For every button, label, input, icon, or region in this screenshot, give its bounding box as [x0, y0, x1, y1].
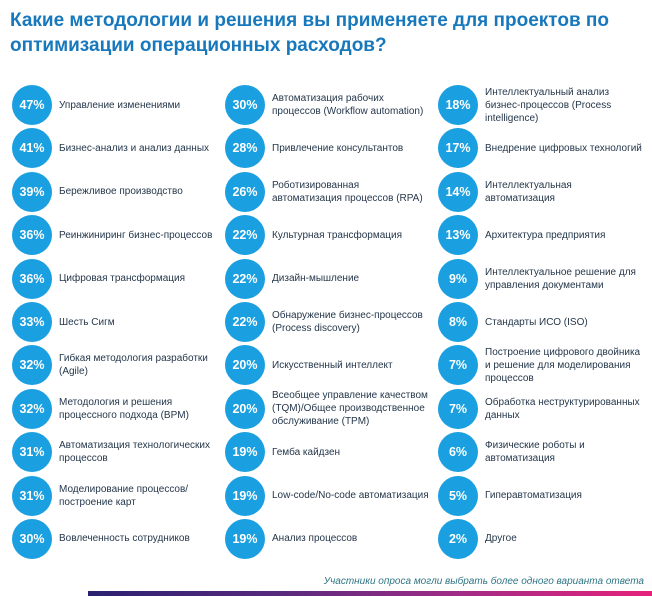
percent-bubble: 14%	[438, 172, 478, 212]
percent-bubble: 7%	[438, 345, 478, 385]
percent-bubble: 9%	[438, 259, 478, 299]
survey-item	[438, 387, 651, 430]
survey-item	[12, 431, 225, 474]
item-label: Привлечение консультантов	[272, 142, 404, 154]
survey-item	[12, 257, 225, 300]
percent-bubble: 13%	[438, 215, 478, 255]
percent-bubble: 36%	[12, 215, 52, 255]
percent-bubble: 30%	[12, 519, 52, 559]
survey-item	[12, 300, 225, 343]
survey-item	[225, 300, 438, 343]
item-label: Роботизированная автоматизация процессов (RPA)	[272, 179, 423, 204]
survey-item	[225, 127, 438, 170]
survey-item	[438, 474, 651, 517]
percent-bubble: 5%	[438, 476, 478, 516]
survey-item	[12, 474, 225, 517]
item-label: Искусственный интеллект	[272, 359, 393, 371]
survey-item	[225, 517, 438, 560]
percent-bubble: 31%	[12, 432, 52, 472]
percent-bubble: 6%	[438, 432, 478, 472]
percent-bubble: 32%	[12, 389, 52, 429]
chart-column	[12, 83, 225, 560]
percent-bubble: 32%	[12, 345, 52, 385]
percent-bubble: 39%	[12, 172, 52, 212]
item-label: Гиперавтоматизация	[485, 490, 582, 502]
footnote: Участники опроса могли выбрать более одного варианта ответа	[323, 576, 644, 587]
percent-bubble: 19%	[225, 519, 265, 559]
item-label: Гибкая методология разработки (Agile)	[59, 353, 208, 378]
item-label: Физические роботы и автоматизация	[485, 440, 585, 465]
item-label: Моделирование процессов/ построение карт	[59, 483, 189, 508]
item-label: Всеобщее управление качеством (TQM)/Общее производственное обслуживание (TPM)	[272, 390, 428, 428]
chart-column	[225, 83, 438, 560]
percent-bubble: 36%	[12, 259, 52, 299]
item-label: Дизайн-мышление	[272, 273, 360, 285]
item-label: Шесть Сигм	[59, 316, 115, 328]
bottom-gradient-bar	[88, 591, 652, 596]
percent-bubble: 8%	[438, 302, 478, 342]
survey-item	[12, 517, 225, 560]
percent-bubble: 22%	[225, 215, 265, 255]
item-label: Архитектура предприятия	[485, 229, 606, 241]
survey-item	[12, 344, 225, 387]
item-label: Внедрение цифровых технологий	[485, 142, 642, 154]
page-title	[0, 0, 652, 58]
item-label: Интеллектуальное решение для управления документами	[485, 266, 636, 291]
survey-item	[225, 214, 438, 257]
survey-item	[225, 387, 438, 430]
item-label: Стандарты ИСО (ISO)	[485, 316, 588, 328]
survey-item	[12, 387, 225, 430]
survey-item	[225, 83, 438, 126]
percent-bubble: 33%	[12, 302, 52, 342]
percent-bubble: 7%	[438, 389, 478, 429]
percent-bubble: 47%	[12, 85, 52, 125]
percent-bubble: 20%	[225, 389, 265, 429]
survey-item	[225, 344, 438, 387]
survey-item	[438, 127, 651, 170]
item-label: Интеллектуальная автоматизация	[485, 179, 572, 204]
page-title-line-1: Какие методологии и решения вы применяете для проектов по	[10, 10, 610, 31]
survey-item	[438, 300, 651, 343]
percent-bubble: 22%	[225, 259, 265, 299]
survey-item	[438, 517, 651, 560]
item-label: Бизнес-анализ и анализ данных	[59, 142, 209, 154]
page-title-line-2: оптимизации операционных расходов?	[10, 34, 387, 56]
percent-bubble: 17%	[438, 128, 478, 168]
percent-bubble: 20%	[225, 345, 265, 385]
item-label: Реинжиниринг бизнес-процессов	[59, 229, 213, 241]
chart-column	[438, 83, 651, 560]
survey-item	[438, 83, 651, 126]
percent-bubble: 26%	[225, 172, 265, 212]
percent-bubble: 22%	[225, 302, 265, 342]
survey-item	[225, 170, 438, 213]
survey-item	[12, 127, 225, 170]
item-label: Другое	[485, 533, 517, 545]
item-label: Методология и решения процессного подхода (BPM)	[59, 396, 189, 421]
item-label: Обнаружение бизнес-процессов (Process discovery)	[272, 310, 423, 335]
survey-item	[12, 214, 225, 257]
percent-bubble: 19%	[225, 476, 265, 516]
item-label: Построение цифрового двойника и решение для моделирования процессов	[485, 346, 641, 384]
item-label: Автоматизация технологических процессов	[59, 440, 210, 465]
item-label: Цифровая трансформация	[59, 273, 186, 285]
item-label: Управление изменениями	[59, 99, 181, 111]
item-label: Обработка неструктурированных данных	[485, 396, 640, 421]
survey-item	[12, 83, 225, 126]
percent-bubble: 41%	[12, 128, 52, 168]
item-label: Бережливое производство	[59, 186, 183, 198]
percent-bubble: 31%	[12, 476, 52, 516]
survey-item	[225, 257, 438, 300]
survey-item	[438, 431, 651, 474]
survey-item	[438, 214, 651, 257]
item-label: Культурная трансформация	[272, 229, 403, 241]
item-label: Интеллектуальный анализ бизнес-процессов (Process intelligence)	[485, 86, 612, 124]
survey-item	[438, 170, 651, 213]
item-label: Анализ процессов	[272, 533, 358, 545]
survey-item	[225, 474, 438, 517]
percent-bubble: 2%	[438, 519, 478, 559]
item-label: Гемба кайдзен	[272, 446, 341, 458]
percent-bubble: 30%	[225, 85, 265, 125]
item-label: Low-code/No-code автоматизация	[272, 490, 429, 502]
percent-bubble: 18%	[438, 85, 478, 125]
chart-grid	[0, 83, 652, 560]
survey-item	[225, 431, 438, 474]
item-label: Вовлеченность сотрудников	[59, 533, 190, 545]
percent-bubble: 28%	[225, 128, 265, 168]
survey-item	[438, 257, 651, 300]
item-label: Автоматизация рабочих процессов (Workflow automation)	[272, 93, 424, 118]
survey-item	[438, 344, 651, 387]
percent-bubble: 19%	[225, 432, 265, 472]
survey-item	[12, 170, 225, 213]
